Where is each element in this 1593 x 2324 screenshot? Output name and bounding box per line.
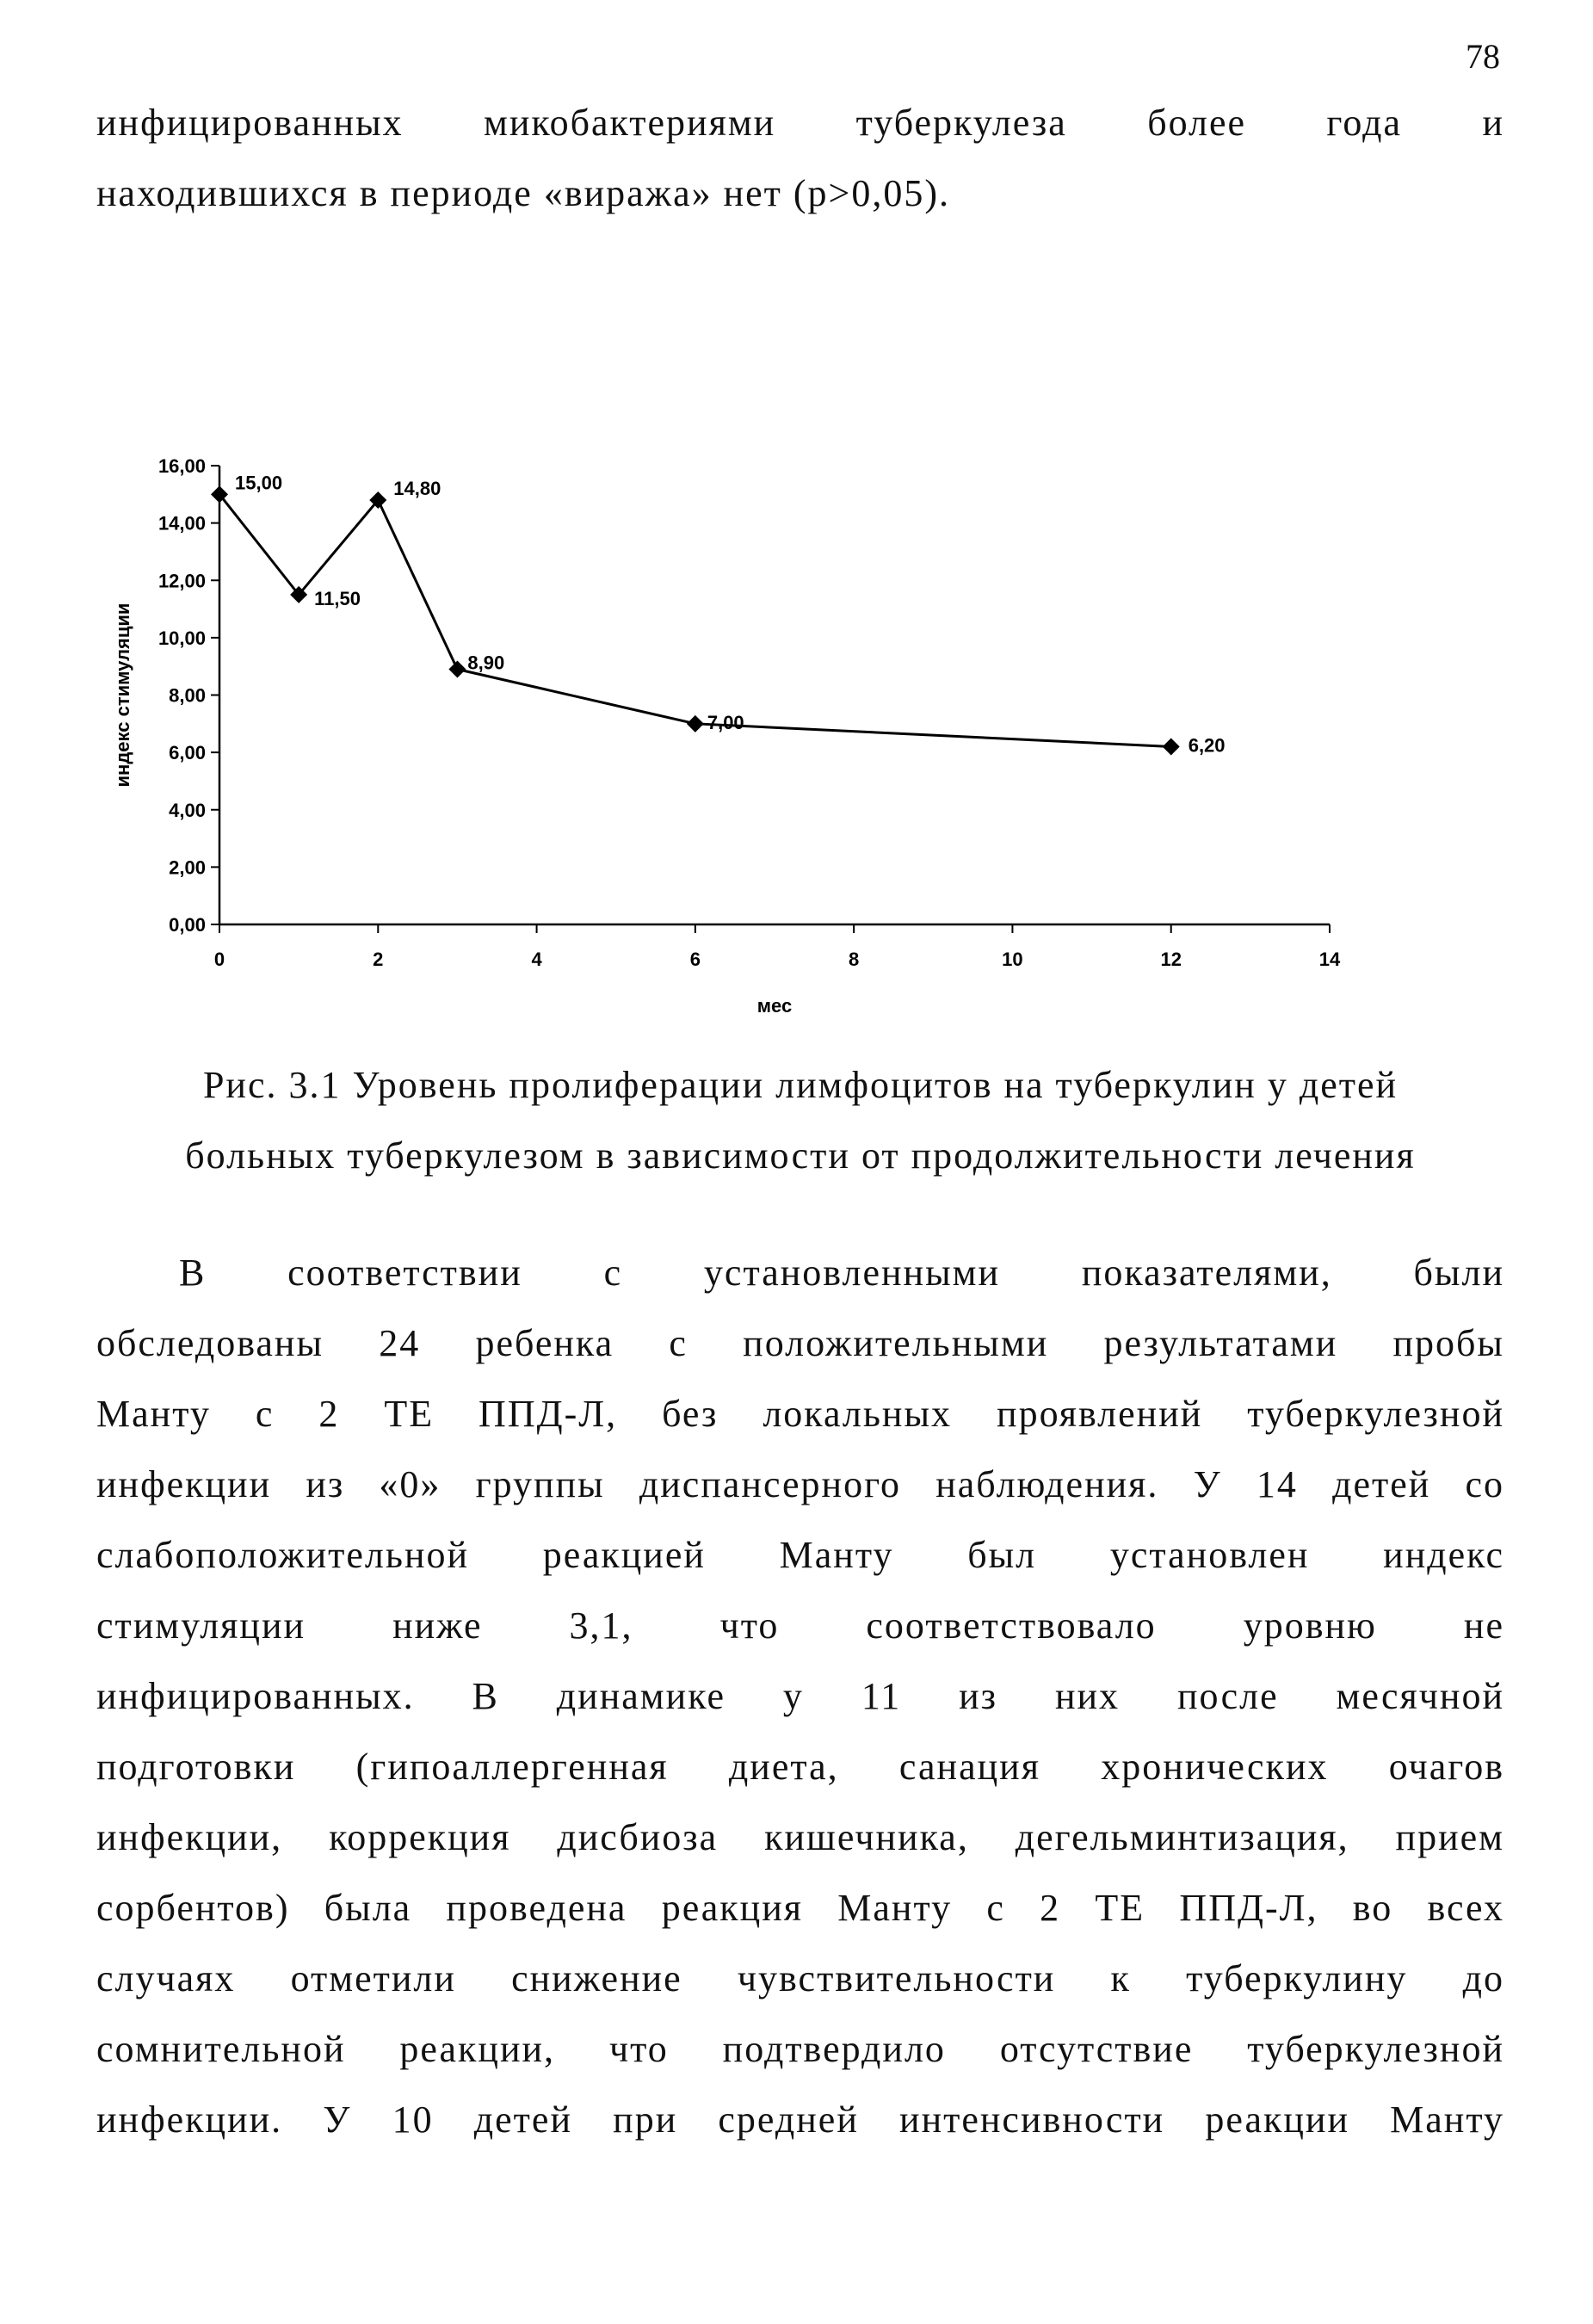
- data-label: 14,80: [393, 477, 441, 499]
- paragraph-line: сомнительной реакции, что подтвердило отсутствие туберкулезной: [96, 2028, 1504, 2070]
- y-tick-label: 6,00: [169, 742, 206, 764]
- data-label: 15,00: [235, 472, 283, 494]
- figure-caption: [96, 1050, 1504, 1191]
- data-point-marker: [448, 661, 466, 678]
- paragraph-line: сорбентов) была проведена реакция Манту с 2 ТЕ ППД-Л, во всех: [96, 1887, 1504, 1929]
- data-label: 6,20: [1188, 734, 1226, 757]
- paragraph-line: случаях отметили снижение чувствительности к туберкулину до: [96, 1957, 1504, 2000]
- paragraph-line: инфекции. У 10 детей при средней интенсивности реакции Манту: [96, 2098, 1504, 2141]
- x-tick-label: 0: [213, 949, 225, 970]
- y-tick-label: 0,00: [169, 914, 206, 936]
- data-point-marker: [1163, 738, 1180, 755]
- x-tick-label: 8: [849, 949, 860, 970]
- x-tick-label: 4: [531, 949, 542, 970]
- y-tick-label: 2,00: [169, 856, 206, 879]
- y-tick-label: 8,00: [169, 684, 206, 707]
- paragraph-line: инфицированных. В динамике у 11 из них после месячной: [96, 1675, 1504, 1717]
- x-axis-label: мес: [756, 995, 793, 1017]
- paragraph-line: обследованы 24 ребенка с положительными результатами пробы: [96, 1322, 1504, 1364]
- data-point-marker: [687, 715, 704, 732]
- paragraph-line: инфицированных микобактериями туберкулеза более года и: [96, 102, 1504, 144]
- x-tick-label: 12: [1160, 949, 1182, 970]
- paragraph-line: стимуляции ниже 3,1, что соответствовало уровню не: [96, 1604, 1504, 1647]
- y-tick-label: 10,00: [157, 627, 206, 649]
- y-tick-label: 16,00: [157, 455, 206, 477]
- x-tick-label: 6: [689, 949, 701, 970]
- paragraph-line: Манту с 2 ТЕ ППД-Л, без локальных проявлений туберкулезной: [96, 1393, 1504, 1435]
- page-number: 78: [1466, 37, 1500, 76]
- paragraph-line: слабоположительной реакцией Манту был установлен индекс: [96, 1534, 1504, 1576]
- series-line: [219, 494, 1171, 746]
- data-label: 8,90: [467, 652, 505, 674]
- paragraph-line: подготовки (гипоаллергенная диета, санация хронических очагов: [96, 1746, 1504, 1788]
- top-paragraph: [96, 88, 1504, 229]
- paragraph-line: инфекции из «0» группы диспансерного наблюдения. У 14 детей со: [96, 1463, 1504, 1505]
- x-tick-label: 14: [1318, 949, 1341, 970]
- paragraph-line: находившихся в периоде «виража» нет (р>0,05).: [96, 172, 951, 214]
- paragraph-line: инфекции, коррекция дисбиоза кишечника, дегельминтизация, прием: [96, 1816, 1504, 1858]
- y-axis-label: индекс стимуляции: [112, 603, 133, 788]
- data-label: 11,50: [314, 587, 361, 609]
- caption-line: больных туберкулезом в зависимости от продолжительности лечения: [185, 1134, 1416, 1177]
- paragraph-line: В соответствии с установленными показателями, были: [179, 1252, 1504, 1294]
- x-tick-label: 2: [373, 949, 384, 970]
- line-chart: [103, 430, 1394, 1033]
- body-paragraph: [96, 1238, 1504, 2155]
- y-tick-label: 12,00: [157, 570, 206, 592]
- x-tick-label: 10: [1002, 949, 1023, 970]
- chart: [103, 430, 1394, 1033]
- y-tick-label: 4,00: [169, 799, 206, 821]
- data-label: 7,00: [707, 711, 744, 733]
- y-tick-label: 14,00: [157, 512, 206, 535]
- caption-line: Рис. 3.1 Уровень пролиферации лимфоцитов на туберкулин у детей: [202, 1064, 1399, 1106]
